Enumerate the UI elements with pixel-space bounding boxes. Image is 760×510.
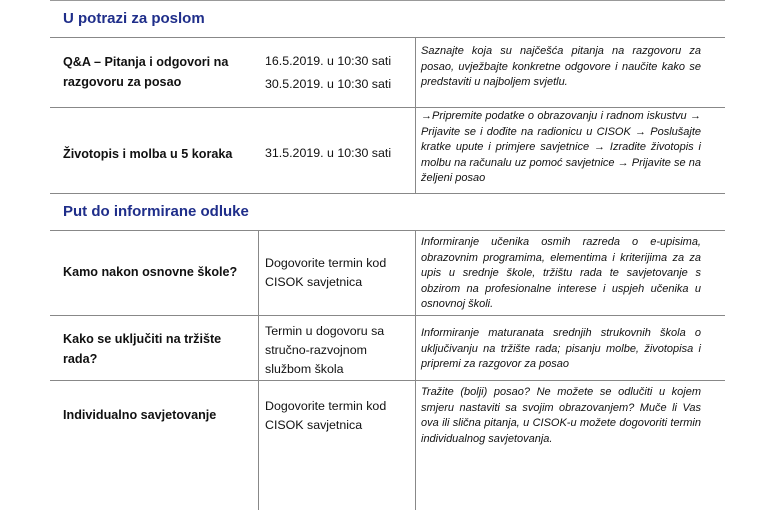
row-counseling-when: Dogovorite termin kod CISOK savjetnica — [265, 399, 387, 432]
column-divider — [258, 230, 259, 510]
row-qa-date-2: 30.5.2019. u 10:30 sati — [265, 77, 392, 91]
row-divider — [50, 315, 725, 316]
row-cv-steps — [421, 109, 701, 187]
row-after-school-title: Kamo nakon osnovne škole? — [63, 265, 238, 279]
step-5: Prijavite se na željeni posao — [421, 156, 701, 184]
row-cv-date: 31.5.2019. u 10:30 sati — [265, 146, 392, 160]
row-qa-title: Q&A – Pitanja i odgovori na razgovoru za posao — [63, 55, 229, 89]
step-3: Poslušajte kratke upute i primjere savjetnice — [421, 125, 702, 153]
right-arrow-icon: → — [690, 110, 701, 122]
right-arrow-icon: → — [421, 110, 432, 122]
step-2: Prijavite se i dođite na radionicu u CISOK — [421, 125, 631, 138]
row-labor-market-description: Informiranje maturanata srednjih strukovnih škola o uključivanju na tržište rada; pisanju molbe, životopisa i pripremi za razgovor za posao — [421, 327, 701, 370]
column-divider — [415, 37, 416, 107]
row-labor-market-when: Termin u dogovoru sa stručno-razvojnom službom škola — [265, 324, 385, 376]
section-divider — [50, 37, 725, 38]
step-4: Izradite životopis i molbu na računalu uz pomoć savjetnice — [421, 141, 701, 169]
section-title-informed-decision: Put do informirane odluke — [63, 203, 249, 220]
column-divider — [415, 230, 416, 510]
row-divider — [50, 380, 725, 381]
row-qa-date-1: 16.5.2019. u 10:30 sati — [265, 54, 392, 68]
right-arrow-icon: → — [617, 156, 629, 169]
row-labor-market-title: Kako se uključiti na tržište rada? — [63, 332, 222, 366]
section-title-job-search: U potrazi za poslom — [63, 10, 205, 27]
step-1: Pripremite podatke o obrazovanju i radnom iskustvu — [432, 110, 687, 122]
row-divider — [50, 107, 725, 108]
section-divider — [50, 230, 725, 231]
right-arrow-icon: → — [635, 125, 647, 138]
row-after-school-description: Informiranje učenika osmih razreda o e-upisima, obrazovnim programima, elementima i kriterijima za za upis u srednje škole, tržištu rada te savjetovanje s obzirom na profesionalne interese i uspjeh učenika u osnovnoj školi. — [421, 236, 701, 310]
row-qa-description: Saznajte koja su najčešća pitanja na razgovoru za posao, uvježbajte konkretne odgovore i naučite kako se predstaviti u najboljem svjetlu. — [421, 45, 701, 88]
row-after-school-when: Dogovorite termin kod CISOK savjetnica — [265, 256, 387, 289]
row-counseling-description: Tražite (bolji) posao? Ne možete se odlučiti u kojem smjeru nastaviti sa svojim obrazovanjem? Muče li Vas ova ili slična pitanja, u CISOK-u možete dogovoriti termin individualnog savjetovanja. — [421, 386, 701, 445]
row-cv-title: Životopis i molba u 5 koraka — [63, 147, 233, 161]
right-arrow-icon: → — [594, 141, 606, 153]
section-divider — [50, 193, 725, 194]
column-divider — [415, 107, 416, 193]
top-rule — [50, 0, 725, 1]
row-counseling-title: Individualno savjetovanje — [63, 408, 217, 422]
